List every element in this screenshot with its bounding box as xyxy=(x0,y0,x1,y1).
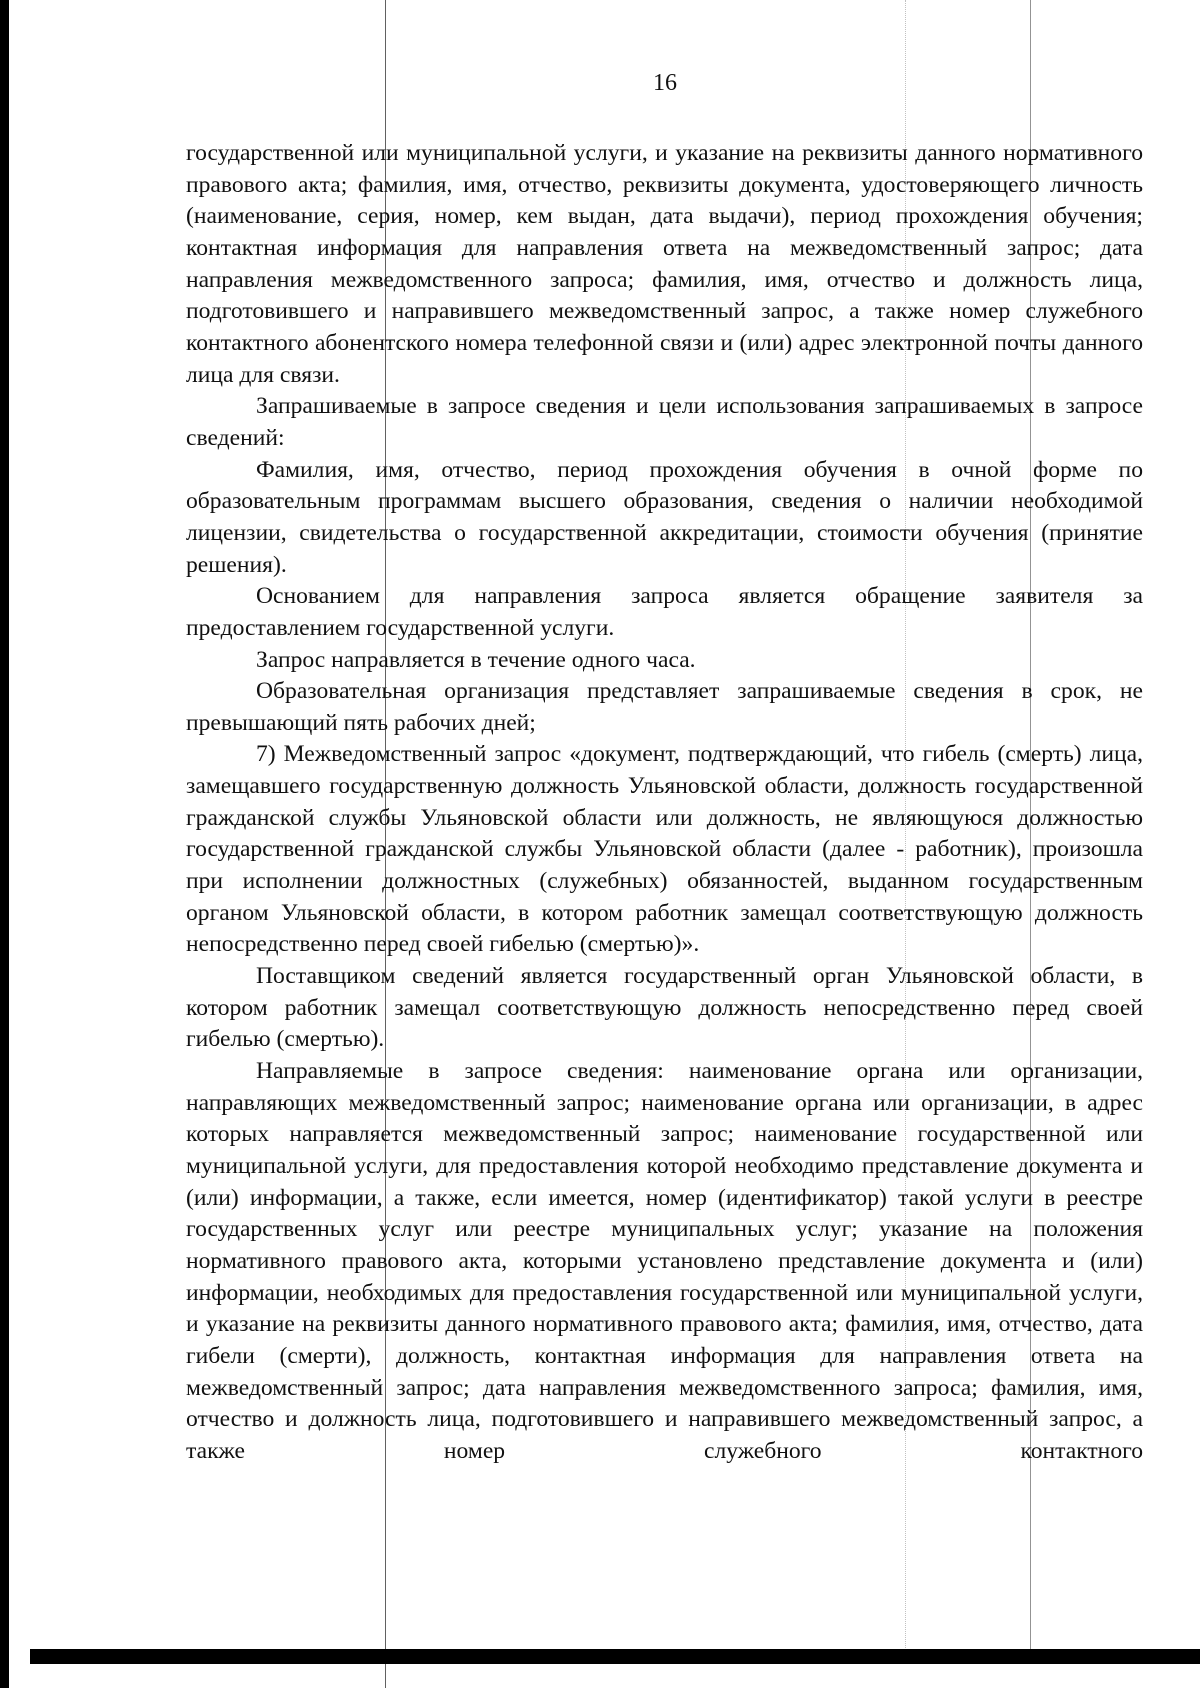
scan-edge-bottom xyxy=(30,1649,1200,1664)
document-body xyxy=(186,138,1143,1468)
paragraph: Фамилия, имя, отчество, период прохождения обучения в очной форме по образовательным программам высшего образования, сведения о наличии необходимой лицензии, свидетельства о государственной аккредитации, стоимости обучения (принятие решения). xyxy=(186,456,1143,578)
paragraph: государственной или муниципальной услуги, и указание на реквизиты данного нормативного правового акта; фамилия, имя, отчество, реквизиты документа, удостоверяющего личность (наименование, серия, номер, кем выдан, дата выдачи), период прохождения обучения; контактная информация для направления ответа на межведомственный запрос; дата направления межведомственного запроса; фамилия, имя, отчество и должность лица, подготовившего и направившего межведомственный запрос, а также номер служебного контактного абонентского номера телефонной связи и (или) адрес электронной почты данного лица для связи. xyxy=(186,140,1143,388)
paragraph: Образовательная организация представляет запрашиваемые сведения в срок, не превышающий пять рабочих дней; xyxy=(186,678,1143,736)
numbered-paragraph: 7) Межведомственный запрос «документ, подтверждающий, что гибель (смерть) лица, замещавшего государственную должность Ульяновской области, должность государственной гражданской службы Ульяновской области или должность, не являющуюся должностью государственной гражданской службы Ульяновской области (далее - работник), произошла при исполнении должностных (служебных) обязанностей, выданном государственным органом Ульяновской области, в котором работник замещал соответствующую должность непосредственно перед своей гибелью (смертью)». xyxy=(186,741,1143,958)
paragraph: Запрашиваемые в запросе сведения и цели использования запрашиваемых в запросе сведений: xyxy=(186,393,1143,451)
paragraph: Запрос направляется в течение одного часа. xyxy=(256,646,696,673)
paragraph: Поставщиком сведений является государственный орган Ульяновской области, в котором работник замещал соответствующую должность непосредственно перед своей гибелью (смертью). xyxy=(186,963,1143,1053)
scan-edge-left xyxy=(0,0,9,1688)
paragraph: Направляемые в запросе сведения: наименование органа или организации, направляющих межведомственный запрос; наименование органа или организации, в адрес которых направляется межведомственный запрос; наименование государственной или муниципальной услуги, для предоставления которой необходимо представление документа и (или) информации, а также, если имеется, номер (идентификатор) такой услуги в реестре государственных услуг или реестре муниципальных услуг; указание на положения нормативного правового акта, которыми установлено представление документа и (или) информации, необходимых для предоставления государственной или муниципальной услуги, и указание на реквизиты данного нормативного правового акта; фамилия, имя, отчество, дата гибели (смерти), должность, контактная информация для направления ответа на межведомственный запрос; дата направления межведомственного запроса; фамилия, имя, отчество и должность лица, подготовившего и направившего межведомственный запрос, а также номер служебного контактного xyxy=(186,1058,1143,1464)
page-number: 16 xyxy=(653,70,677,96)
paragraph: Основанием для направления запроса является обращение заявителя за предоставлением государственной услуги. xyxy=(186,583,1143,641)
